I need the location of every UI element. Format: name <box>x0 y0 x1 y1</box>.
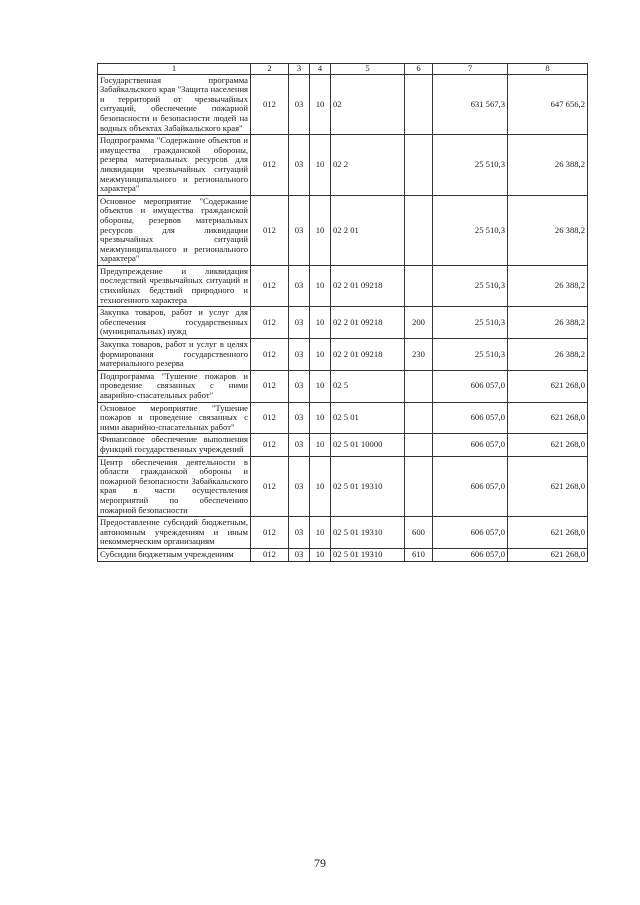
row-ministry-code: 012 <box>251 265 289 306</box>
row-amount-year-2: 26 388,2 <box>508 307 588 339</box>
table-row <box>98 548 588 561</box>
row-expense-type <box>405 265 433 306</box>
row-subsection: 10 <box>310 265 331 306</box>
row-amount-year-2: 26 388,2 <box>508 339 588 371</box>
row-name: Основное мероприятие "Тушение пожаров и проведение связанных с ними аварийно-спасательных работ" <box>98 402 251 434</box>
row-subsection: 10 <box>310 195 331 265</box>
row-target-article: 02 5 01 19310 <box>331 517 405 549</box>
row-section: 03 <box>289 307 310 339</box>
row-name: Подпрограмма "Тушение пожаров и проведение связанных с ними аварийно-спасательных работ" <box>98 370 251 402</box>
table-row <box>98 517 588 549</box>
budget-sheet <box>97 63 587 562</box>
row-section: 03 <box>289 370 310 402</box>
row-amount-year-2: 621 268,0 <box>508 517 588 549</box>
table-row <box>98 339 588 371</box>
row-ministry-code: 012 <box>251 307 289 339</box>
header-col-2: 2 <box>251 64 289 75</box>
row-target-article: 02 2 <box>331 135 405 196</box>
header-col-5: 5 <box>331 64 405 75</box>
row-section: 03 <box>289 135 310 196</box>
row-name: Субсидии бюджетным учреждениям <box>98 548 251 561</box>
row-name: Подпрограмма "Содержание объектов и имущества гражданской обороны, резерва материальных ресурсов для ликвидации чрезвычайных ситуаций межмуниципального и регионального характера" <box>98 135 251 196</box>
row-amount-year-1: 606 057,0 <box>433 402 508 434</box>
table-row <box>98 265 588 306</box>
row-amount-year-2: 26 388,2 <box>508 195 588 265</box>
header-row <box>98 64 588 75</box>
table-row <box>98 456 588 517</box>
row-name: Предупреждение и ликвидация последствий чрезвычайных ситуаций и стихийных бедствий природного и техногенного характера <box>98 265 251 306</box>
row-subsection: 10 <box>310 456 331 517</box>
row-target-article: 02 2 01 09218 <box>331 265 405 306</box>
row-expense-type: 610 <box>405 548 433 561</box>
row-ministry-code: 012 <box>251 370 289 402</box>
row-subsection: 10 <box>310 307 331 339</box>
row-expense-type <box>405 135 433 196</box>
row-name: Государственная программа Забайкальского края "Защита населения и территорий от чрезвычайных ситуаций, обеспечение пожарной безопасности и безопасности людей на водных объектах Забайкальского края" <box>98 74 251 135</box>
row-ministry-code: 012 <box>251 339 289 371</box>
row-amount-year-1: 25 510,3 <box>433 307 508 339</box>
row-amount-year-1: 606 057,0 <box>433 434 508 456</box>
row-amount-year-2: 621 268,0 <box>508 548 588 561</box>
budget-table <box>97 63 588 562</box>
row-ministry-code: 012 <box>251 135 289 196</box>
row-expense-type <box>405 370 433 402</box>
row-subsection: 10 <box>310 339 331 371</box>
row-ministry-code: 012 <box>251 434 289 456</box>
row-expense-type <box>405 195 433 265</box>
table-row <box>98 402 588 434</box>
row-section: 03 <box>289 456 310 517</box>
row-ministry-code: 012 <box>251 402 289 434</box>
row-target-article: 02 <box>331 74 405 135</box>
row-name: Закупка товаров, работ и услуг в целях формирования государственного материального резерва <box>98 339 251 371</box>
row-amount-year-2: 621 268,0 <box>508 402 588 434</box>
table-row <box>98 74 588 135</box>
row-target-article: 02 5 01 19310 <box>331 548 405 561</box>
header-col-3: 3 <box>289 64 310 75</box>
header-col-7: 7 <box>433 64 508 75</box>
row-expense-type <box>405 434 433 456</box>
page-number: 79 <box>314 856 326 870</box>
row-subsection: 10 <box>310 402 331 434</box>
header-col-6: 6 <box>405 64 433 75</box>
row-subsection: 10 <box>310 434 331 456</box>
row-amount-year-1: 606 057,0 <box>433 548 508 561</box>
table-header <box>98 64 588 75</box>
row-amount-year-2: 26 388,2 <box>508 265 588 306</box>
row-target-article: 02 5 01 <box>331 402 405 434</box>
header-col-8: 8 <box>508 64 588 75</box>
row-section: 03 <box>289 339 310 371</box>
row-amount-year-1: 25 510,3 <box>433 265 508 306</box>
row-ministry-code: 012 <box>251 456 289 517</box>
table-row <box>98 135 588 196</box>
row-name: Закупка товаров, работ и услуг для обеспечения государственных (муниципальных) нужд <box>98 307 251 339</box>
header-col-1: 1 <box>98 64 251 75</box>
row-name: Финансовое обеспечение выполнения функций государственных учреждений <box>98 434 251 456</box>
row-section: 03 <box>289 434 310 456</box>
table-row <box>98 434 588 456</box>
row-ministry-code: 012 <box>251 548 289 561</box>
row-name: Основное мероприятие "Содержание объектов и имущества гражданской обороны, резервов материальных ресурсов для ликвидации чрезвычайных ситуаций межмуниципального и регионального характера" <box>98 195 251 265</box>
row-subsection: 10 <box>310 74 331 135</box>
row-amount-year-1: 606 057,0 <box>433 456 508 517</box>
row-amount-year-1: 606 057,0 <box>433 517 508 549</box>
row-expense-type: 600 <box>405 517 433 549</box>
row-ministry-code: 012 <box>251 74 289 135</box>
row-expense-type: 230 <box>405 339 433 371</box>
row-ministry-code: 012 <box>251 195 289 265</box>
row-amount-year-2: 26 388,2 <box>508 135 588 196</box>
row-section: 03 <box>289 74 310 135</box>
table-row <box>98 307 588 339</box>
row-target-article: 02 5 <box>331 370 405 402</box>
row-subsection: 10 <box>310 135 331 196</box>
row-target-article: 02 2 01 <box>331 195 405 265</box>
row-amount-year-2: 621 268,0 <box>508 370 588 402</box>
row-name: Предоставление субсидий бюджетным, автономным учреждениям и иным некоммерческим организациям <box>98 517 251 549</box>
table-row <box>98 195 588 265</box>
row-amount-year-1: 25 510,3 <box>433 195 508 265</box>
row-amount-year-1: 606 057,0 <box>433 370 508 402</box>
table-row <box>98 370 588 402</box>
row-ministry-code: 012 <box>251 517 289 549</box>
row-amount-year-1: 25 510,3 <box>433 135 508 196</box>
header-col-4: 4 <box>310 64 331 75</box>
row-name: Центр обеспечения деятельности в области гражданской обороны и пожарной безопасности Забайкальского края в части осуществления мероприятий по обеспечению пожарной безопасности <box>98 456 251 517</box>
row-section: 03 <box>289 265 310 306</box>
row-section: 03 <box>289 517 310 549</box>
row-section: 03 <box>289 548 310 561</box>
row-expense-type <box>405 74 433 135</box>
row-amount-year-1: 25 510,3 <box>433 339 508 371</box>
row-subsection: 10 <box>310 548 331 561</box>
row-target-article: 02 2 01 09218 <box>331 339 405 371</box>
row-section: 03 <box>289 195 310 265</box>
row-subsection: 10 <box>310 517 331 549</box>
row-target-article: 02 5 01 10000 <box>331 434 405 456</box>
row-amount-year-2: 621 268,0 <box>508 456 588 517</box>
row-section: 03 <box>289 402 310 434</box>
table-body <box>98 74 588 561</box>
row-expense-type: 200 <box>405 307 433 339</box>
row-expense-type <box>405 402 433 434</box>
row-target-article: 02 2 01 09218 <box>331 307 405 339</box>
row-amount-year-2: 647 656,2 <box>508 74 588 135</box>
row-expense-type <box>405 456 433 517</box>
row-subsection: 10 <box>310 370 331 402</box>
row-amount-year-1: 631 567,3 <box>433 74 508 135</box>
row-target-article: 02 5 01 19310 <box>331 456 405 517</box>
row-amount-year-2: 621 268,0 <box>508 434 588 456</box>
